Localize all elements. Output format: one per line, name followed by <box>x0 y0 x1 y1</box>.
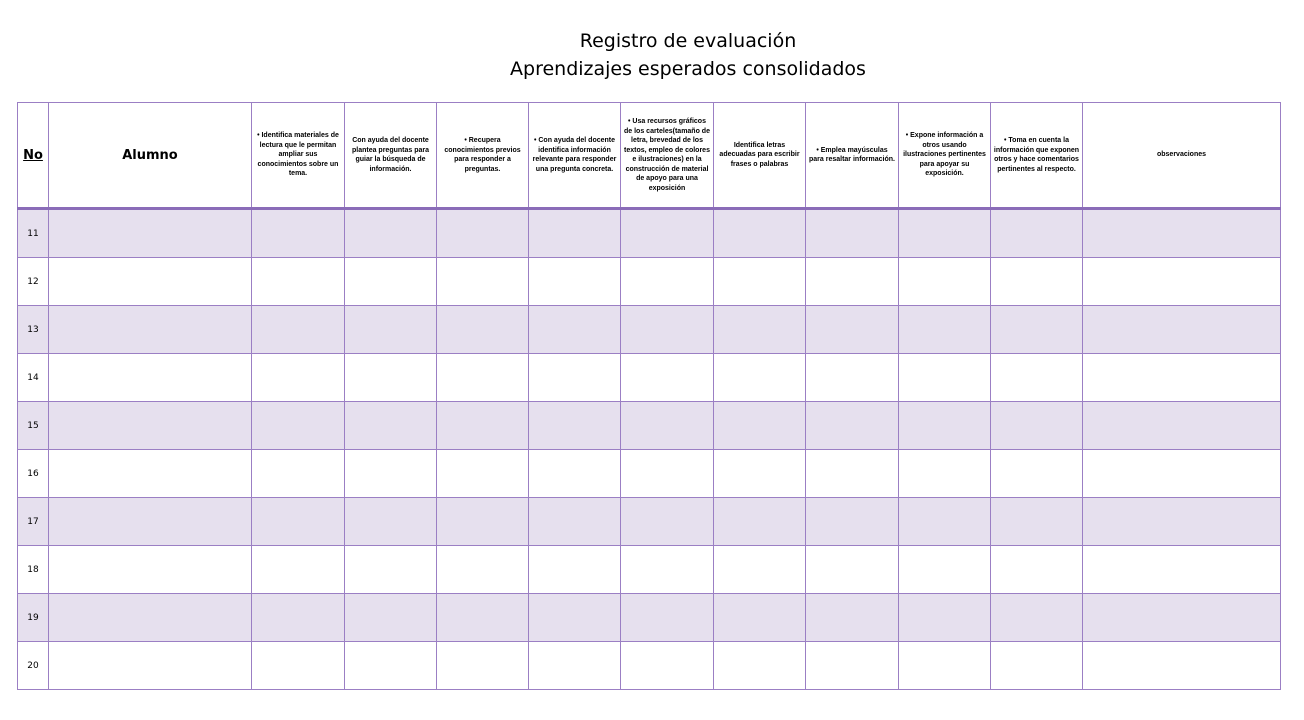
row-number: 19 <box>18 594 49 642</box>
criterion-8-cell[interactable] <box>899 498 991 546</box>
criterion-3-cell[interactable] <box>437 258 529 306</box>
criterion-5-cell[interactable] <box>621 209 714 258</box>
row-number: 12 <box>18 258 49 306</box>
criterion-1-cell[interactable] <box>252 642 345 690</box>
row-number: 11 <box>18 209 49 258</box>
criterion-6-cell[interactable] <box>714 498 806 546</box>
criterion-6-cell[interactable] <box>714 354 806 402</box>
criterion-4-cell[interactable] <box>529 354 621 402</box>
header-row <box>18 103 1281 209</box>
observaciones-cell[interactable] <box>1083 258 1281 306</box>
header-criterion-6: Identifica letras adecuadas para escribir frases o palabras <box>714 103 806 209</box>
row-number: 16 <box>18 450 49 498</box>
criterion-5-cell[interactable] <box>621 306 714 354</box>
criterion-5-cell[interactable] <box>621 498 714 546</box>
table-row <box>18 306 1281 354</box>
criterion-3-cell[interactable] <box>437 642 529 690</box>
criterion-9-cell[interactable] <box>991 258 1083 306</box>
criterion-5-cell[interactable] <box>621 258 714 306</box>
criterion-8-cell[interactable] <box>899 209 991 258</box>
criterion-9-cell[interactable] <box>991 642 1083 690</box>
criterion-2-cell[interactable] <box>345 402 437 450</box>
row-number: 18 <box>18 546 49 594</box>
alumno-cell[interactable] <box>49 354 252 402</box>
observaciones-cell[interactable] <box>1083 642 1281 690</box>
criterion-2-cell[interactable] <box>345 209 437 258</box>
table-row <box>18 546 1281 594</box>
criterion-7-cell[interactable] <box>806 402 899 450</box>
criterion-3-cell[interactable] <box>437 594 529 642</box>
row-number: 14 <box>18 354 49 402</box>
criterion-5-cell[interactable] <box>621 594 714 642</box>
criterion-5-cell[interactable] <box>621 450 714 498</box>
criterion-2-cell[interactable] <box>345 450 437 498</box>
criterion-4-cell[interactable] <box>529 498 621 546</box>
criterion-7-cell[interactable] <box>806 546 899 594</box>
table-row <box>18 354 1281 402</box>
criterion-9-cell[interactable] <box>991 354 1083 402</box>
criterion-4-cell[interactable] <box>529 546 621 594</box>
row-number: 20 <box>18 642 49 690</box>
alumno-cell[interactable] <box>49 402 252 450</box>
criterion-9-cell[interactable] <box>991 498 1083 546</box>
criterion-8-cell[interactable] <box>899 546 991 594</box>
title-line-1: Registro de evaluación <box>579 30 797 52</box>
criterion-1-cell[interactable] <box>252 354 345 402</box>
criterion-3-cell[interactable] <box>437 546 529 594</box>
criterion-4-cell[interactable] <box>529 258 621 306</box>
criterion-1-cell[interactable] <box>252 594 345 642</box>
criterion-8-cell[interactable] <box>899 354 991 402</box>
criterion-7-cell[interactable] <box>806 450 899 498</box>
criterion-4-cell[interactable] <box>529 209 621 258</box>
alumno-cell[interactable] <box>49 594 252 642</box>
criterion-1-cell[interactable] <box>252 402 345 450</box>
table-row <box>18 642 1281 690</box>
criterion-8-cell[interactable] <box>899 642 991 690</box>
criterion-7-cell[interactable] <box>806 209 899 258</box>
title-line-2: Aprendizajes esperados consolidados <box>510 58 866 80</box>
criterion-4-cell[interactable] <box>529 450 621 498</box>
header-criterion-4: • Con ayuda del docente identifica información relevante para responder una pregunta concreta. <box>529 103 621 209</box>
criterion-8-cell[interactable] <box>899 594 991 642</box>
observaciones-cell[interactable] <box>1083 306 1281 354</box>
criterion-3-cell[interactable] <box>437 498 529 546</box>
criterion-3-cell[interactable] <box>437 209 529 258</box>
criterion-6-cell[interactable] <box>714 450 806 498</box>
criterion-9-cell[interactable] <box>991 402 1083 450</box>
criterion-4-cell[interactable] <box>529 642 621 690</box>
criterion-2-cell[interactable] <box>345 306 437 354</box>
criterion-1-cell[interactable] <box>252 450 345 498</box>
criterion-3-cell[interactable] <box>437 306 529 354</box>
observaciones-cell[interactable] <box>1083 594 1281 642</box>
row-number: 13 <box>18 306 49 354</box>
criterion-1-cell[interactable] <box>252 306 345 354</box>
criterion-1-cell[interactable] <box>252 209 345 258</box>
criterion-3-cell[interactable] <box>437 354 529 402</box>
criterion-8-cell[interactable] <box>899 402 991 450</box>
criterion-1-cell[interactable] <box>252 498 345 546</box>
criterion-5-cell[interactable] <box>621 402 714 450</box>
header-criterion-1: • Identifica materiales de lectura que le permitan ampliar sus conocimientos sobre un tema. <box>252 103 345 209</box>
criterion-5-cell[interactable] <box>621 642 714 690</box>
criterion-6-cell[interactable] <box>714 546 806 594</box>
header-criterion-7: • Emplea mayúsculas para resaltar información. <box>806 103 899 209</box>
criterion-6-cell[interactable] <box>714 306 806 354</box>
criterion-2-cell[interactable] <box>345 546 437 594</box>
alumno-cell[interactable] <box>49 498 252 546</box>
header-criterion-2: Con ayuda del docente plantea preguntas para guiar la búsqueda de información. <box>345 103 437 209</box>
alumno-cell[interactable] <box>49 306 252 354</box>
criterion-7-cell[interactable] <box>806 642 899 690</box>
table-row <box>18 498 1281 546</box>
criterion-3-cell[interactable] <box>437 402 529 450</box>
observaciones-cell[interactable] <box>1083 498 1281 546</box>
observaciones-cell[interactable] <box>1083 209 1281 258</box>
page-title <box>0 27 1304 83</box>
criterion-1-cell[interactable] <box>252 546 345 594</box>
alumno-cell[interactable] <box>49 258 252 306</box>
criterion-4-cell[interactable] <box>529 306 621 354</box>
alumno-cell[interactable] <box>49 450 252 498</box>
criterion-6-cell[interactable] <box>714 402 806 450</box>
evaluation-table <box>17 102 1281 690</box>
row-number: 17 <box>18 498 49 546</box>
alumno-cell[interactable] <box>49 546 252 594</box>
criterion-9-cell[interactable] <box>991 209 1083 258</box>
header-alumno: Alumno <box>49 103 252 209</box>
criterion-2-cell[interactable] <box>345 642 437 690</box>
alumno-cell[interactable] <box>49 642 252 690</box>
criterion-2-cell[interactable] <box>345 498 437 546</box>
criterion-5-cell[interactable] <box>621 546 714 594</box>
alumno-cell[interactable] <box>49 209 252 258</box>
row-number: 15 <box>18 402 49 450</box>
criterion-2-cell[interactable] <box>345 258 437 306</box>
observaciones-cell[interactable] <box>1083 450 1281 498</box>
criterion-8-cell[interactable] <box>899 258 991 306</box>
criterion-6-cell[interactable] <box>714 594 806 642</box>
criterion-9-cell[interactable] <box>991 306 1083 354</box>
table-row <box>18 594 1281 642</box>
criterion-9-cell[interactable] <box>991 594 1083 642</box>
header-criterion-3: • Recupera conocimientos previos para responder a preguntas. <box>437 103 529 209</box>
header-criterion-8: • Expone información a otros usando ilustraciones pertinentes para apoyar su exposición. <box>899 103 991 209</box>
criterion-8-cell[interactable] <box>899 450 991 498</box>
criterion-6-cell[interactable] <box>714 209 806 258</box>
header-criterion-9: • Toma en cuenta la información que exponen otros y hace comentarios pertinentes al respecto. <box>991 103 1083 209</box>
header-observaciones: observaciones <box>1083 103 1281 209</box>
observaciones-cell[interactable] <box>1083 402 1281 450</box>
table-row <box>18 209 1281 258</box>
criterion-1-cell[interactable] <box>252 258 345 306</box>
observaciones-cell[interactable] <box>1083 546 1281 594</box>
criterion-6-cell[interactable] <box>714 642 806 690</box>
criterion-2-cell[interactable] <box>345 594 437 642</box>
criterion-9-cell[interactable] <box>991 450 1083 498</box>
header-criterion-5: • Usa recursos gráficos de los carteles(tamaño de letra, brevedad de los textos, empleo de colores e ilustraciones) en la construcción de material de apoyo para una exposición <box>621 103 714 209</box>
table-row <box>18 258 1281 306</box>
criterion-2-cell[interactable] <box>345 354 437 402</box>
criterion-7-cell[interactable] <box>806 594 899 642</box>
criterion-7-cell[interactable] <box>806 306 899 354</box>
header-no: No <box>18 103 49 209</box>
table-body <box>18 209 1281 690</box>
criterion-4-cell[interactable] <box>529 402 621 450</box>
observaciones-cell[interactable] <box>1083 354 1281 402</box>
criterion-5-cell[interactable] <box>621 354 714 402</box>
criterion-8-cell[interactable] <box>899 306 991 354</box>
criterion-6-cell[interactable] <box>714 258 806 306</box>
table-row <box>18 450 1281 498</box>
table-row <box>18 402 1281 450</box>
criterion-7-cell[interactable] <box>806 498 899 546</box>
criterion-4-cell[interactable] <box>529 594 621 642</box>
criterion-9-cell[interactable] <box>991 546 1083 594</box>
criterion-7-cell[interactable] <box>806 258 899 306</box>
criterion-7-cell[interactable] <box>806 354 899 402</box>
criterion-3-cell[interactable] <box>437 450 529 498</box>
